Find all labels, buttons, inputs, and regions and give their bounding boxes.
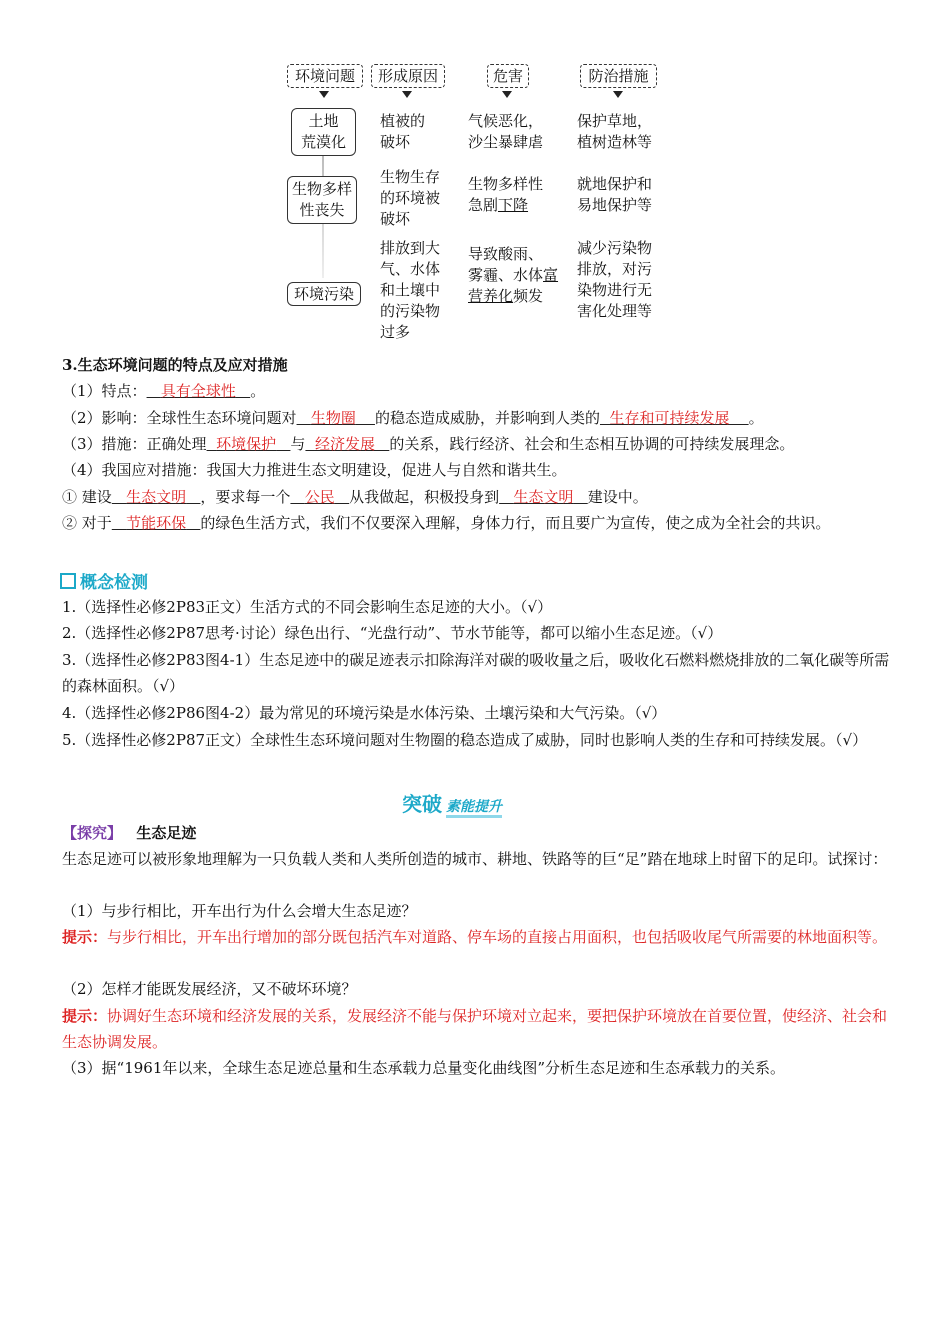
section3-feature: （1）特点： 具有全球性 。 [62,382,266,400]
section3-china: （4）我国应对措施：我国大力推进生态文明建设，促进人与自然和谐共生。 [62,461,567,479]
measure-desertification: 保护草地， 植树造林等 [577,112,653,151]
arrow-down-icon [319,91,329,98]
cause-pollution: 排放到大 气、水体 和土壤中 的污染物 过多 [380,239,441,341]
explore-q1: （1）与步行相比，开车出行为什么会增大生态足迹？ [62,902,417,920]
explore-a2: 提示：协调好生态环境和经济发展的关系，发展经济不能与保护环境对立起来，要把保护环境放在首要位置，使经济、社会和生态协调发展。 [62,1007,888,1051]
section3-title: 3.生态环境问题的特点及应对措施 [62,356,288,374]
measure-pollution: 减少污染物 排放，对污 染物进行无 害化处理等 [577,239,653,320]
section3-item2: ② 对于 节能环保 的绿色生活方式，我们不仅要深入理解，身体力行，而且要广为宣传，使之成为全社会的共识。 [62,514,831,532]
explore-heading: 【探究】 生态足迹 [62,824,197,842]
section3-item1: ① 建设 生态文明 ，要求每一个 公民 从我做起，积极投身到 生态文明 建设中。 [62,488,648,506]
harm-desertification: 气候恶化， 沙尘暴肆虐 [468,112,544,151]
cause-desertification: 植被的 破坏 [380,112,426,151]
cause-biodiversity-loss: 生物生存 的环境被 破坏 [380,168,441,228]
header-problem: 环境问题 [287,64,363,88]
concept-item-1: 1.（选择性必修2P83正文）生活方式的不同会影响生态足迹的大小。（√） [62,598,553,616]
concept-check-heading: 概念检测 [60,568,148,593]
arrow-down-icon [613,91,623,98]
concept-item-3: 3.（选择性必修2P83图4-1）生态足迹中的碳足迹表示扣除海洋对碳的吸收量之后，吸收化石燃料燃烧排放的二氧化碳等所需的森林面积。（√） [62,651,890,695]
problem-pollution: 环境污染 [287,282,361,306]
tupo-banner: 突破 素能提升 [402,792,502,816]
explore-q2: （2）怎样才能既发展经济，又不破坏环境？ [62,980,357,998]
explore-intro: 生态足迹可以被形象地理解为一只负载人类和人类所创造的城市、耕地、铁路等的巨“足”踏在地球上时留下的足印。试探讨： [62,850,888,868]
header-cause: 形成原因 [371,64,445,88]
arrow-down-icon [402,91,412,98]
concept-item-2: 2.（选择性必修2P87思考·讨论）绿色出行、“光盘行动”、节水节能等，都可以缩小生态足迹。（√） [62,624,723,642]
explore-q3: （3）据“1961年以来，全球生态足迹总量和生态承载力总量变化曲线图”分析生态足迹和生态承载力的关系。 [62,1059,786,1077]
section3-impact: （2）影响：全球性生态环境问题对 生物圈 的稳态造成威胁，并影响到人类的 生存和可持续发展 。 [62,409,764,427]
section3-measures: （3）措施：正确处理 环境保护 与 经济发展 的关系，践行经济、社会和生态相互协调的可持续发展理念。 [62,435,795,453]
harm-biodiversity-loss: 生物多样性 急剧下降 [468,175,544,214]
concept-item-4: 4.（选择性必修2P86图4-2）最为常见的环境污染是水体污染、土壤污染和大气污染。（√） [62,704,667,722]
square-icon [60,573,76,589]
measure-biodiversity-loss: 就地保护和 易地保护等 [577,175,653,214]
header-harm: 危害 [487,64,529,88]
harm-pollution: 导致酸雨、 雾霾、水体富 营养化频发 [468,245,559,305]
explore-a1: 提示：与步行相比，开车出行增加的部分既包括汽车对道路、停车场的直接占用面积，也包括吸收尾气所需要的林地面积等。 [62,928,888,946]
problem-desertification: 土地 荒漠化 [291,108,356,156]
concept-item-5: 5.（选择性必修2P87正文）全球性生态环境问题对生物圈的稳态造成了威胁，同时也影响人类的生存和可持续发展。（√） [62,731,868,749]
problem-biodiversity-loss: 生物多样 性丧失 [287,176,357,224]
arrow-down-icon [502,91,512,98]
header-measure: 防治措施 [580,64,657,88]
